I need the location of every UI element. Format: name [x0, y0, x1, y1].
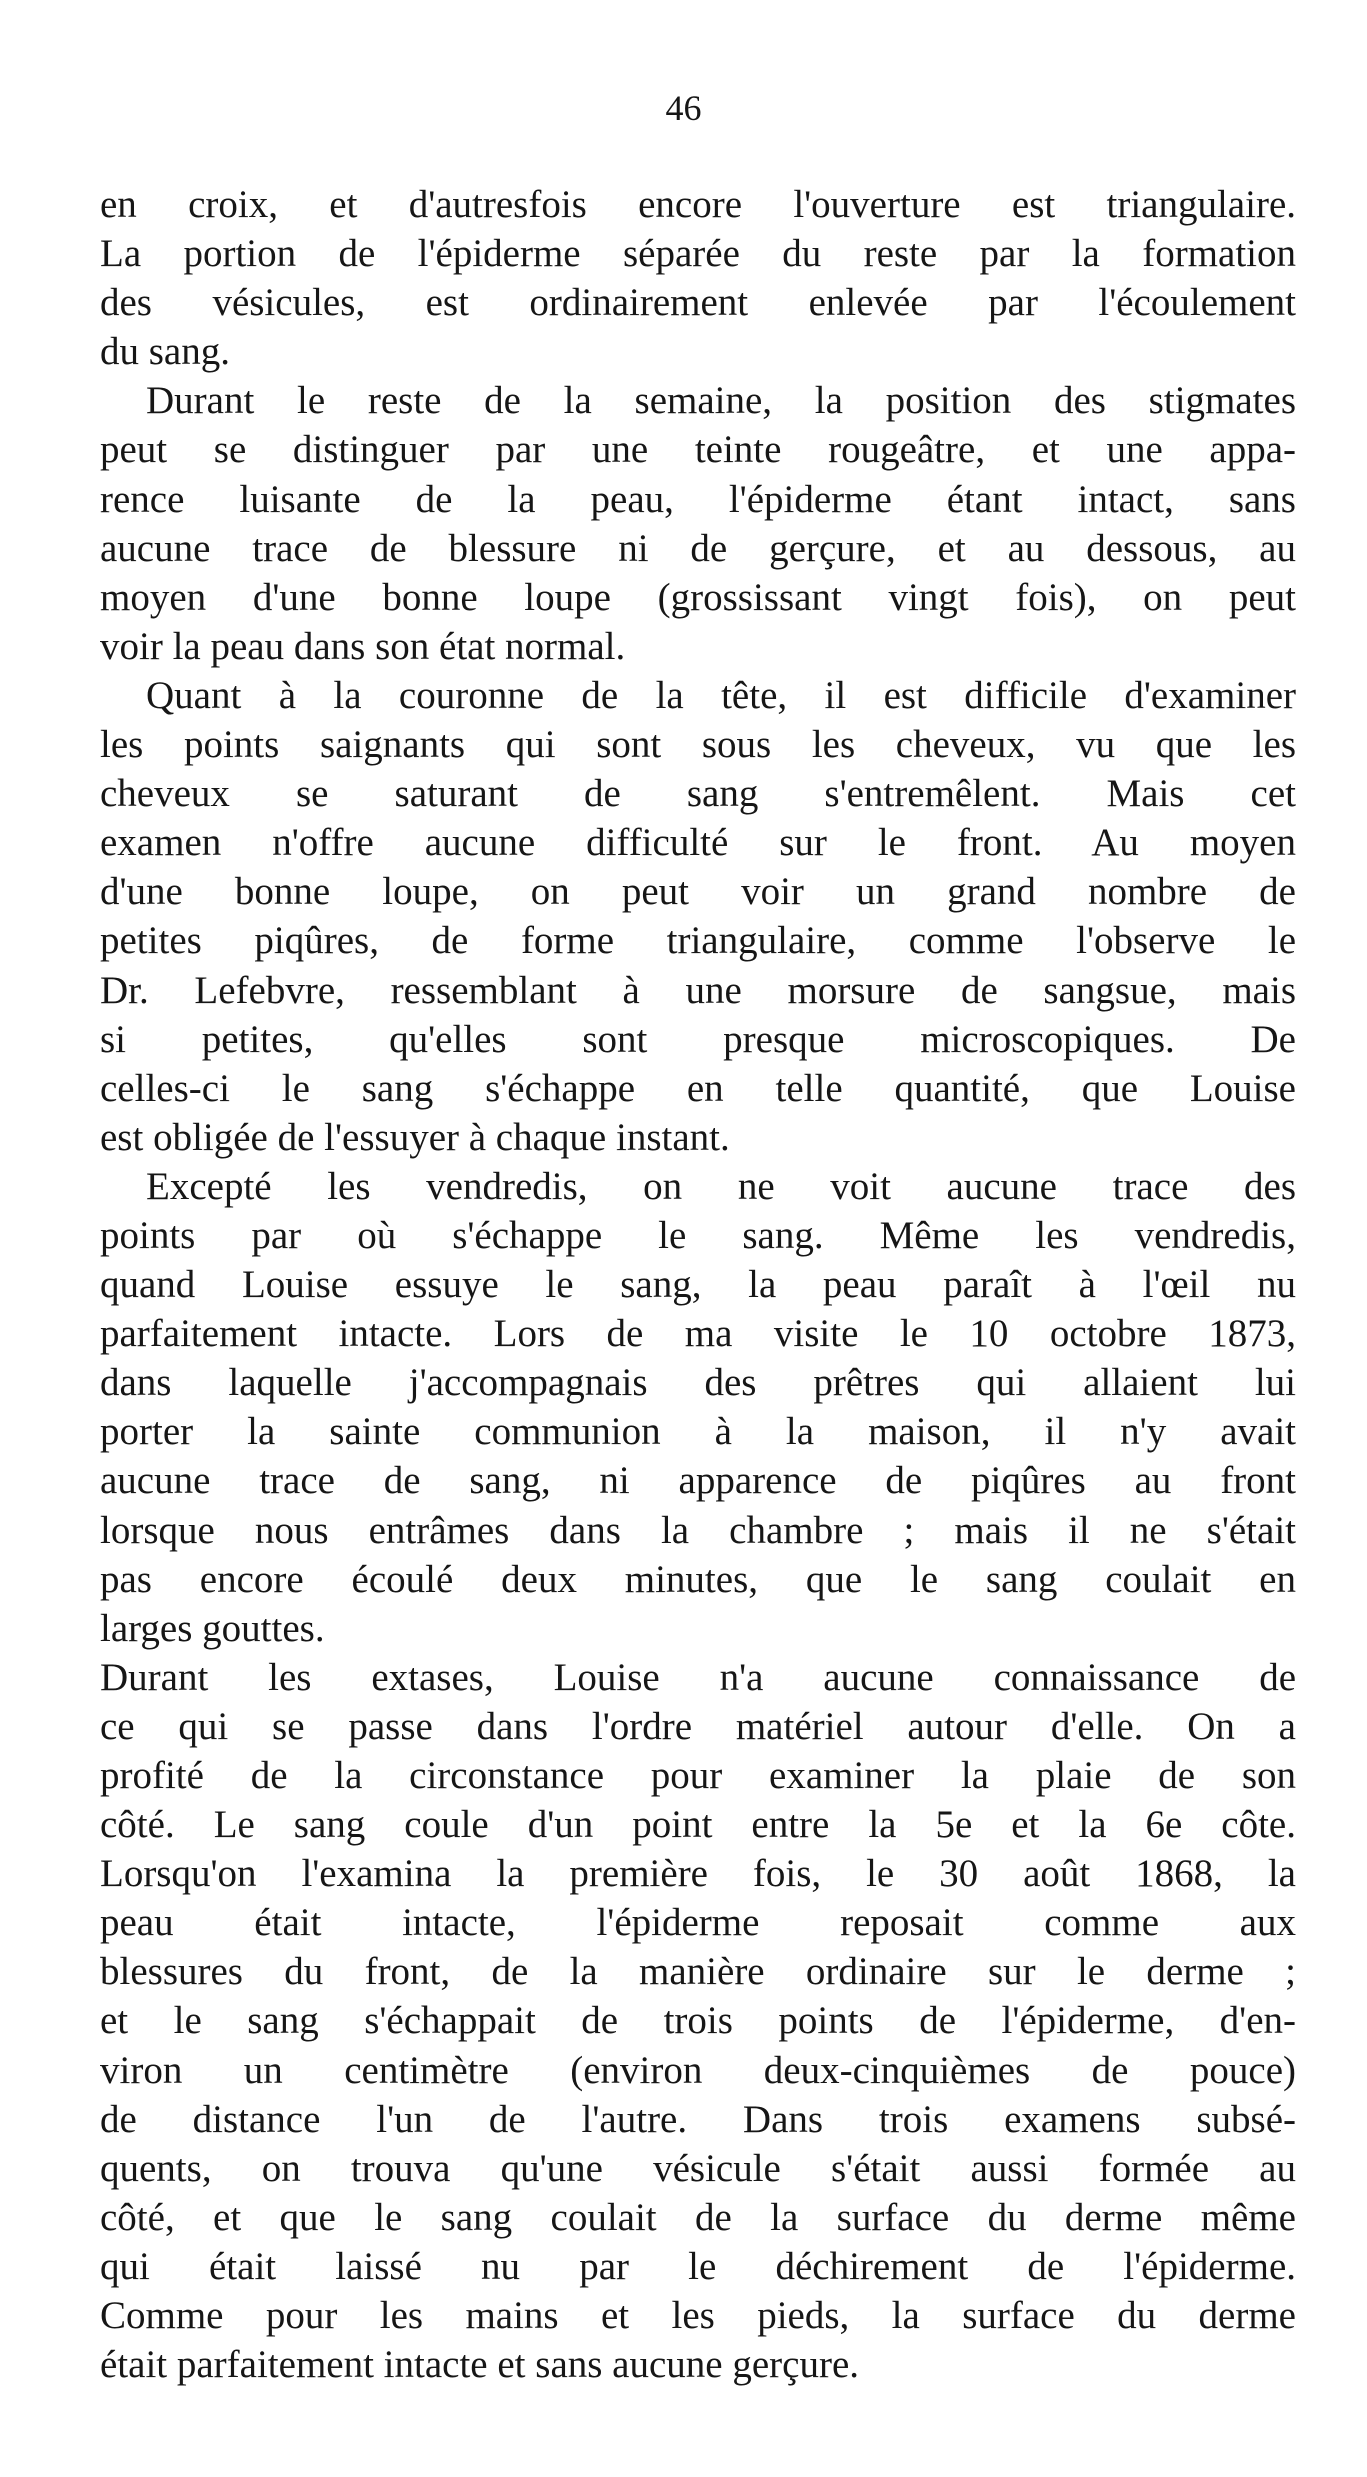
- text-line: les points saignants qui sont sous les cheveux, vu que les: [100, 723, 1296, 767]
- text-line: moyen d'une bonne loupe (grossissant vingt fois), on peut: [100, 575, 1296, 619]
- body-text: [100, 180, 1296, 2389]
- text-line: porter la sainte communion à la maison, il n'y avait: [100, 1410, 1296, 1454]
- text-line: Lorsqu'on l'examina la première fois, le 30 août 1868, la: [100, 1852, 1296, 1896]
- text-line: Excepté les vendredis, on ne voit aucune trace des: [146, 1164, 1296, 1208]
- text-line: La portion de l'épiderme séparée du reste par la formation: [100, 232, 1296, 276]
- text-line: aucune trace de blessure ni de gerçure, et au dessous, au: [100, 526, 1296, 570]
- text-line: est obligée de l'essuyer à chaque instant.: [100, 1115, 730, 1159]
- text-line: Quant à la couronne de la tête, il est difficile d'examiner: [146, 673, 1296, 717]
- text-line: des vésicules, est ordinairement enlevée par l'écoulement: [100, 281, 1296, 325]
- text-line: pas encore écoulé deux minutes, que le sang coulait en: [100, 1557, 1296, 1601]
- text-line: et le sang s'échappait de trois points de l'épiderme, d'en-: [100, 1999, 1296, 2043]
- paragraph-2: [100, 376, 1296, 671]
- page-number: 46: [665, 88, 702, 128]
- paragraph-4: [100, 1162, 1296, 1653]
- paragraph-5: [100, 1653, 1296, 2389]
- text-line: côté. Le sang coule d'un point entre la 5e et la 6e côte.: [100, 1803, 1296, 1847]
- text-line: était parfaitement intacte et sans aucune gerçure.: [100, 2343, 860, 2387]
- text-line: cheveux se saturant de sang s'entremêlent. Mais cet: [100, 772, 1296, 816]
- text-line: qui était laissé nu par le déchirement de l'épiderme.: [100, 2244, 1296, 2288]
- text-line: celles-ci le sang s'échappe en telle quantité, que Louise: [100, 1066, 1296, 1110]
- text-line: en croix, et d'autresfois encore l'ouverture est triangulaire.: [100, 183, 1296, 226]
- text-line: du sang.: [100, 330, 230, 374]
- text-line: lorsque nous entrâmes dans la chambre ; mais il ne s'était: [100, 1508, 1296, 1552]
- text-line: examen n'offre aucune difficulté sur le front. Au moyen: [100, 821, 1296, 865]
- text-line: Durant le reste de la semaine, la position des stigmates: [146, 379, 1296, 423]
- text-line: points par où s'échappe le sang. Même les vendredis,: [100, 1213, 1296, 1257]
- paragraph-1: [100, 180, 1296, 376]
- paragraph-3: [100, 671, 1296, 1162]
- text-line: de distance l'un de l'autre. Dans trois examens subsé-: [100, 2097, 1296, 2141]
- text-line: peau était intacte, l'épiderme reposait comme aux: [100, 1901, 1296, 1945]
- text-line: si petites, qu'elles sont presque microscopiques. De: [100, 1017, 1296, 1061]
- text-line: peut se distinguer par une teinte rougeâtre, et une appa-: [100, 428, 1296, 472]
- text-line: quand Louise essuye le sang, la peau paraît à l'œil nu: [100, 1263, 1296, 1307]
- text-line: voir la peau dans son état normal.: [100, 624, 626, 668]
- text-line: aucune trace de sang, ni apparence de piqûres au front: [100, 1459, 1296, 1503]
- text-line: ce qui se passe dans l'ordre matériel autour d'elle. On a: [100, 1704, 1296, 1748]
- text-line: larges gouttes.: [100, 1606, 325, 1650]
- text-line: Durant les extases, Louise n'a aucune connaissance de: [100, 1655, 1296, 1699]
- text-line: côté, et que le sang coulait de la surface du derme même: [100, 2195, 1296, 2239]
- text-line: viron un centimètre (environ deux-cinquièmes de pouce): [100, 2048, 1296, 2092]
- text-line: rence luisante de la peau, l'épiderme étant intact, sans: [100, 477, 1296, 521]
- text-line: profité de la circonstance pour examiner la plaie de son: [100, 1754, 1296, 1797]
- text-line: quents, on trouva qu'une vésicule s'était aussi formée au: [100, 2146, 1296, 2190]
- text-line: Comme pour les mains et les pieds, la surface du derme: [100, 2294, 1296, 2338]
- text-line: dans laquelle j'accompagnais des prêtres qui allaient lui: [100, 1361, 1296, 1405]
- text-line: Dr. Lefebvre, ressemblant à une morsure de sangsue, mais: [100, 968, 1296, 1012]
- text-line: d'une bonne loupe, on peut voir un grand nombre de: [100, 870, 1296, 914]
- text-line: blessures du front, de la manière ordinaire sur le derme ;: [100, 1950, 1296, 1994]
- text-line: petites piqûres, de forme triangulaire, comme l'observe le: [100, 919, 1296, 963]
- text-line: parfaitement intacte. Lors de ma visite le 10 octobre 1873,: [100, 1312, 1296, 1356]
